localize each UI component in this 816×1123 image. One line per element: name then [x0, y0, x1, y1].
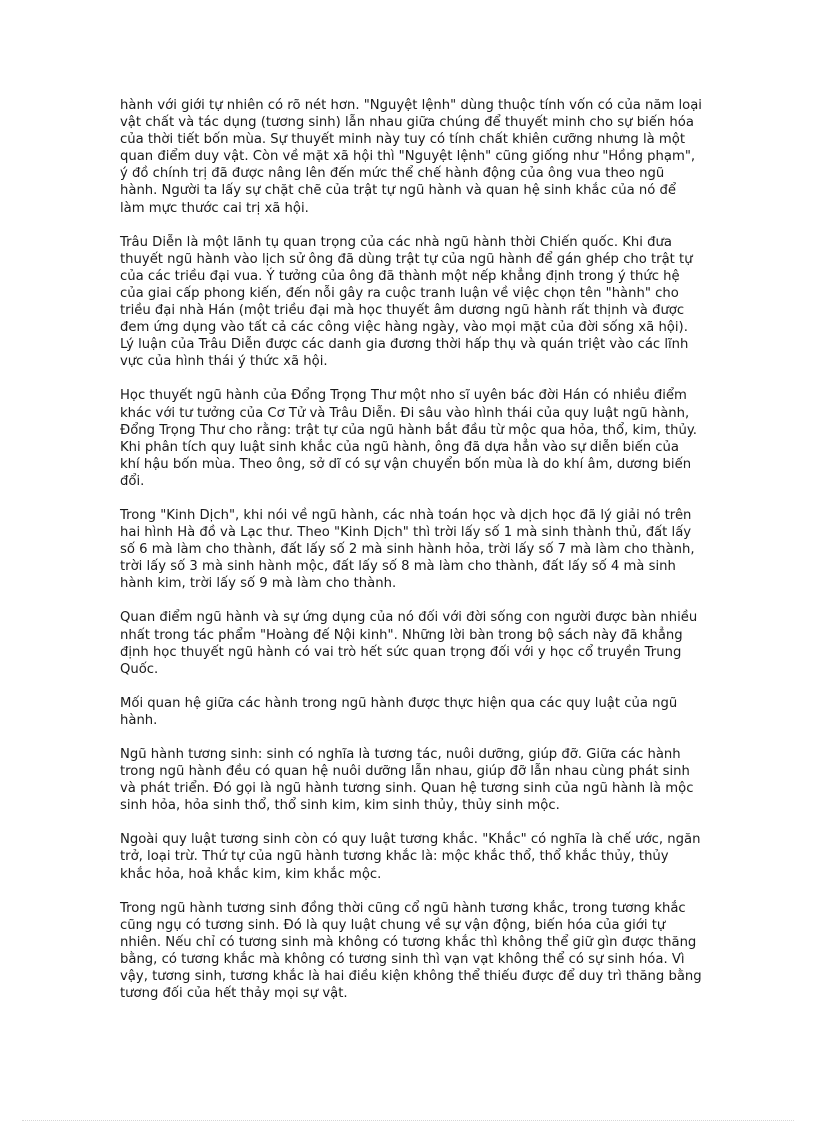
paragraph: hành với giới tự nhiên có rõ nét hơn. "Nguyệt lệnh" dùng thuộc tính vốn có của năm loại vật chất và tác dụng (tương sinh) lẫn nhau giữa chúng để thuyết minh cho sự biến hóa của thời tiết bốn mùa. Sự thuyết minh này tuy có tính chất khiên cưỡng nhưng là một quan điểm duy vật. Còn về mặt xã hội thì "Nguyệt lệnh" cũng giống như "Hồng phạm", ý đồ chính trị đã được nâng lên đến mức thể chế hành động của ông vua theo ngũ hành. Người ta lấy sự chặt chẽ của trật tự ngũ hành và quan hệ sinh khắc của nó để làm mực thước cai trị xã hội.: [120, 98, 702, 216]
paragraph: Quan điểm ngũ hành và sự ứng dụng của nó đối với đời sống con người được bàn nhiều nhất trong tác phẩm "Hoàng đế Nội kinh". Những lời bàn trong bộ sách này đã khẳng định học thuyết ngũ hành có vai trò hết sức quan trọng đối với y học cổ truyền Trung Quốc.: [120, 610, 698, 677]
paragraph: Học thuyết ngũ hành của Đổng Trọng Thư một nho sĩ uyên bác đời Hán có nhiều điểm khác với tư tưởng của Cơ Tử và Trâu Diễn. Đi sâu vào hình thái của quy luật ngũ hành, Đổng Trọng Thư cho rằng: trật tự của ngũ hành bắt đầu từ mộc qua hỏa, thổ, kim, thủy. Khi phân tích quy luật sinh khắc của ngũ hành, ông đã dựa hẳn vào sự diễn biến của khí hậu bốn mùa. Theo ông, sở dĩ có sự vận chuyển bốn mùa là do khí âm, dương biến đổi.: [120, 388, 698, 489]
paragraph: Mối quan hệ giữa các hành trong ngũ hành được thực hiện qua các quy luật của ngũ hành.: [120, 695, 678, 728]
paragraph: Ngoài quy luật tương sinh còn có quy luật tương khắc. "Khắc" có nghĩa là chế ước, ngăn trở, loại trừ. Thứ tự của ngũ hành tương khắc là: mộc khắc thổ, thổ khắc thủy, thủy khắc hỏa, hoả khắc kim, kim khắc mộc.: [120, 832, 701, 882]
paragraph: Trong "Kinh Dịch", khi nói về ngũ hành, các nhà toán học và dịch học đã lý giải nó trên hai hình Hà đồ và Lạc thư. Theo "Kinh Dịch" thì trời lấy số 1 mà sinh thành thủ, đất lấy số 6 mà làm cho thành, đất lấy số 2 mà sinh hành hỏa, trời lấy số 7 mà làm cho thành, trời lấy số 3 mà sinh hành mộc, đất lấy số 8 mà làm cho thành, đất lấy số 4 mà sinh hành kim, trời lấy số 9 mà làm cho thành.: [120, 507, 695, 592]
page-bottom-divider: [22, 1120, 794, 1121]
paragraph: Trâu Diễn là một lãnh tụ quan trọng của các nhà ngũ hành thời Chiến quốc. Khi đưa thuyết ngũ hành vào lịch sử ông đã dùng trật tự của ngũ hành để gán ghép cho trật tự của các triều đại vua. Ý tưởng của ông đã thành một nếp khẳng định trong ý thức hệ của giai cấp phong kiến, đến nỗi gây ra cuộc tranh luận về việc chọn tên "hành" cho triều đại nhà Hán (một triều đại mà học thuyết âm dương ngũ hành rất thịnh và được đem ứng dụng vào tất cả các công việc hàng ngày, vào mọi mặt của đời sống xã hội). Lý luận của Trâu Diễn được các danh gia đương thời hấp thụ và quán triệt vào các lĩnh vực của hình thái ý thức xã hội.: [120, 234, 693, 370]
paragraph: Trong ngũ hành tương sinh đồng thời cũng cổ ngũ hành tương khắc, trong tương khắc cũng ngụ có tương sinh. Đó là quy luật chung về sự vận động, biến hóa của giới tự nhiên. Nếu chỉ có tương sinh mà không có tương khắc thì không thể giữ gìn được thăng bằng, có tương khắc mà không có tương sinh thì vạn vạt không thể có sự sinh hóa. Vì vậy, tương sinh, tương khắc là hai điều kiện không thể thiếu được để duy trì thăng bằng tương đối của hết thảy mọi sự vật.: [120, 900, 702, 1002]
document-body: [120, 97, 702, 1019]
paragraph: Ngũ hành tương sinh: sinh có nghĩa là tương tác, nuôi dưỡng, giúp đỡ. Giữa các hành trong ngũ hành đều có quan hệ nuôi dưỡng lẫn nhau, giúp đỡ lẫn nhau cùng phát sinh và phát triển. Đó gọi là ngũ hành tương sinh. Quan hệ tương sinh của ngũ hành là mộc sinh hỏa, hỏa sinh thổ, thổ sinh kim, kim sinh thủy, thủy sinh mộc.: [120, 747, 694, 814]
